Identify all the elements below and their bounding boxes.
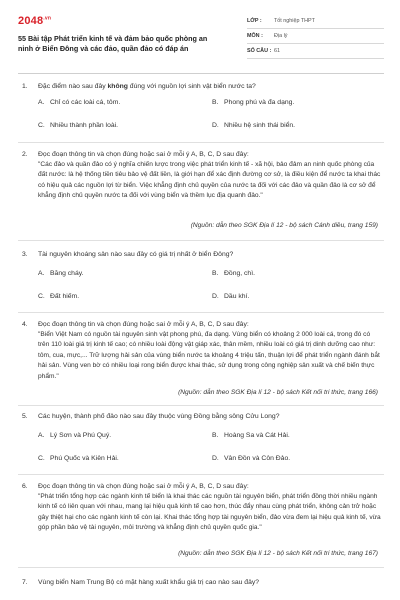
option-text: Dầu khí.	[224, 293, 250, 300]
question-stem: Tài nguyên khoáng sản nào sau đây có giá trị nhất ở biển Đông?	[38, 251, 234, 258]
question-divider	[18, 567, 384, 568]
meta-row-subject	[247, 29, 384, 44]
option-text: Lý Sơn và Phú Quý.	[50, 432, 112, 439]
question-number: 4.	[22, 321, 28, 328]
logo-text: 2048	[18, 15, 44, 27]
question-divider	[18, 142, 384, 143]
option-letter: D.	[212, 122, 219, 129]
question-stem: Vùng biển Nam Trung Bộ có mặt hàng xuất khẩu giá trị cao nào sau đây?	[38, 579, 260, 586]
option-d[interactable]	[212, 122, 295, 129]
option-text: Nhiều thành phần loài.	[50, 122, 119, 129]
question-number: 7.	[22, 579, 28, 586]
option-text: Phú Quốc và Kiên Hải.	[50, 455, 119, 462]
option-text: Đồng, chì.	[224, 270, 255, 277]
option-letter: A.	[38, 270, 45, 277]
passage-source: (Nguồn: dẫn theo SGK Địa lí 12 - bộ sách Kết nối tri thức, trang 166)	[178, 389, 378, 396]
site-logo[interactable]	[18, 15, 51, 27]
option-text: Vân Đồn và Côn Đảo.	[224, 455, 291, 462]
option-a[interactable]	[38, 432, 111, 439]
document-header	[18, 14, 384, 74]
option-letter: B.	[212, 99, 219, 106]
question-stem: Đọc đoạn thông tin và chọn đúng hoặc sai ở mỗi ý A, B, C, D sau đây:	[38, 151, 249, 158]
option-c[interactable]	[38, 455, 119, 462]
option-b[interactable]	[212, 99, 294, 106]
option-a[interactable]	[38, 99, 120, 106]
question-number: 2.	[22, 151, 28, 158]
option-letter: B.	[212, 270, 219, 277]
option-text: Chỉ có các loài cá, tôm.	[50, 99, 121, 106]
option-text: Băng cháy.	[50, 270, 84, 277]
meta-value: Tốt nghiệp THPT	[274, 18, 315, 24]
option-letter: C.	[38, 455, 45, 462]
meta-key: MÔN :	[247, 33, 263, 39]
question-divider	[18, 312, 384, 313]
reading-passage: "Biển Việt Nam có nguồn tài nguyên sinh vật phong phú, đa dạng. Vùng biển có khoảng 2 000 loài cá, trong đó có trên 110 loài giá trị kinh tế cao; có nhiều loài động vật giáp xác, thân mềm, nhiều loài có giá trị dinh dưỡng cao như: tôm, cua, mực,... Trữ lượng hải sản của vùng biển nước ta khoảng 4 triệu tấn, thuận lợi để phát triển ngành đánh bắt hải sản. Vùng ven bờ có nhiều loại rong biển được khai thác, sử dụng trong công nghiệp sản xuất và chế biến thực phẩm."	[38, 331, 380, 380]
stem-part: đúng với nguồn lợi sinh vật biển nước ta?	[127, 83, 256, 90]
meta-value: 61	[274, 48, 280, 54]
stem-emphasis: không	[107, 83, 128, 90]
option-letter: C.	[38, 122, 45, 129]
option-letter: C.	[38, 293, 45, 300]
meta-key: LỚP :	[247, 18, 262, 24]
option-letter: A.	[38, 99, 45, 106]
meta-row-class	[247, 14, 384, 29]
question-divider	[18, 240, 384, 241]
stem-part: Đặc điểm nào sau đây	[38, 83, 108, 90]
question-number: 3.	[22, 251, 28, 258]
option-letter: D.	[212, 293, 219, 300]
question-number: 5.	[22, 413, 28, 420]
option-text: Đất hiếm.	[50, 293, 80, 300]
option-c[interactable]	[38, 293, 79, 300]
option-c[interactable]	[38, 122, 118, 129]
logo-suffix: .vn	[43, 15, 52, 22]
option-text: Hoàng Sa và Cát Hải.	[224, 432, 290, 439]
question-number: 1.	[22, 83, 28, 90]
option-d[interactable]	[212, 455, 290, 462]
reading-passage: "Phát triển tổng hợp các ngành kinh tế biển là khai thác các nguồn tài nguyên biển, phát triển đồng thời nhiều ngành kinh tế có liên quan với nhau, mang lại hiệu quả kinh tế cao hơn, thúc đẩy nhau cùng phát triển, không cản trở hoặc gây thiệt hại cho các ngành kinh tế còn lại. Khai thác tổng hợp tài nguyên biển, đảo vừa đem lại hiệu quả kinh tế, vừa góp phần bảo vệ tài nguyên, môi trường và khẳng định chủ quyền quốc gia."	[38, 493, 381, 532]
header-divider	[18, 73, 384, 74]
question-divider	[18, 474, 384, 475]
option-letter: B.	[212, 432, 219, 439]
option-b[interactable]	[212, 432, 290, 439]
document-title: 55 Bài tập Phát triển kinh tế và đảm bảo quốc phòng an ninh ở Biển Đông và các đảo, quần đảo có đáp án	[18, 34, 208, 53]
option-letter: D.	[212, 455, 219, 462]
question-stem: Đọc đoạn thông tin và chọn đúng hoặc sai ở mỗi ý A, B, C, D sau đây:	[38, 321, 249, 328]
question-divider	[18, 405, 384, 406]
option-letter: A.	[38, 432, 45, 439]
reading-passage: "Các đảo và quần đảo có ý nghĩa chiến lược trong việc phát triển kinh tế - xã hội, bảo đảm an ninh quốc phòng của đất nước: là hệ thống tiền tiêu bảo vệ đất liền, là giới hạn để xác định đường cơ sở, là điều kiện để nước ta khai thác có hiệu quả các nguồn lợi từ biển. Việc khẳng định chủ quyền của nước ta đối với các đảo và quần đảo là cơ sở để khẳng định chủ quyền nước ta đối với vùng biển và thềm lục địa quanh đảo."	[38, 161, 381, 200]
question-stem	[38, 82, 382, 93]
meta-value: Địa lý	[274, 33, 288, 39]
option-d[interactable]	[212, 293, 249, 300]
option-text: Phong phú và đa dạng.	[224, 99, 295, 106]
question-stem: Các huyện, thành phố đảo nào sau đây thuộc vùng Đồng bằng sông Cửu Long?	[38, 413, 280, 420]
option-a[interactable]	[38, 270, 84, 277]
meta-key: SỐ CÂU :	[247, 48, 272, 54]
option-b[interactable]	[212, 270, 255, 277]
question-stem: Đọc đoạn thông tin và chọn đúng hoặc sai ở mỗi ý A, B, C, D sau đây:	[38, 483, 249, 490]
passage-source: (Nguồn: dẫn theo SGK Địa lí 12 - bộ sách Kết nối tri thức, trang 167)	[178, 550, 378, 557]
passage-source: (Nguồn: dẫn theo SGK Địa lí 12 - bộ sách Cánh diều, trang 159)	[190, 222, 378, 229]
option-text: Nhiều hệ sinh thái biển.	[224, 122, 296, 129]
meta-table	[247, 14, 384, 59]
question-number: 6.	[22, 483, 28, 490]
meta-row-count	[247, 44, 384, 59]
